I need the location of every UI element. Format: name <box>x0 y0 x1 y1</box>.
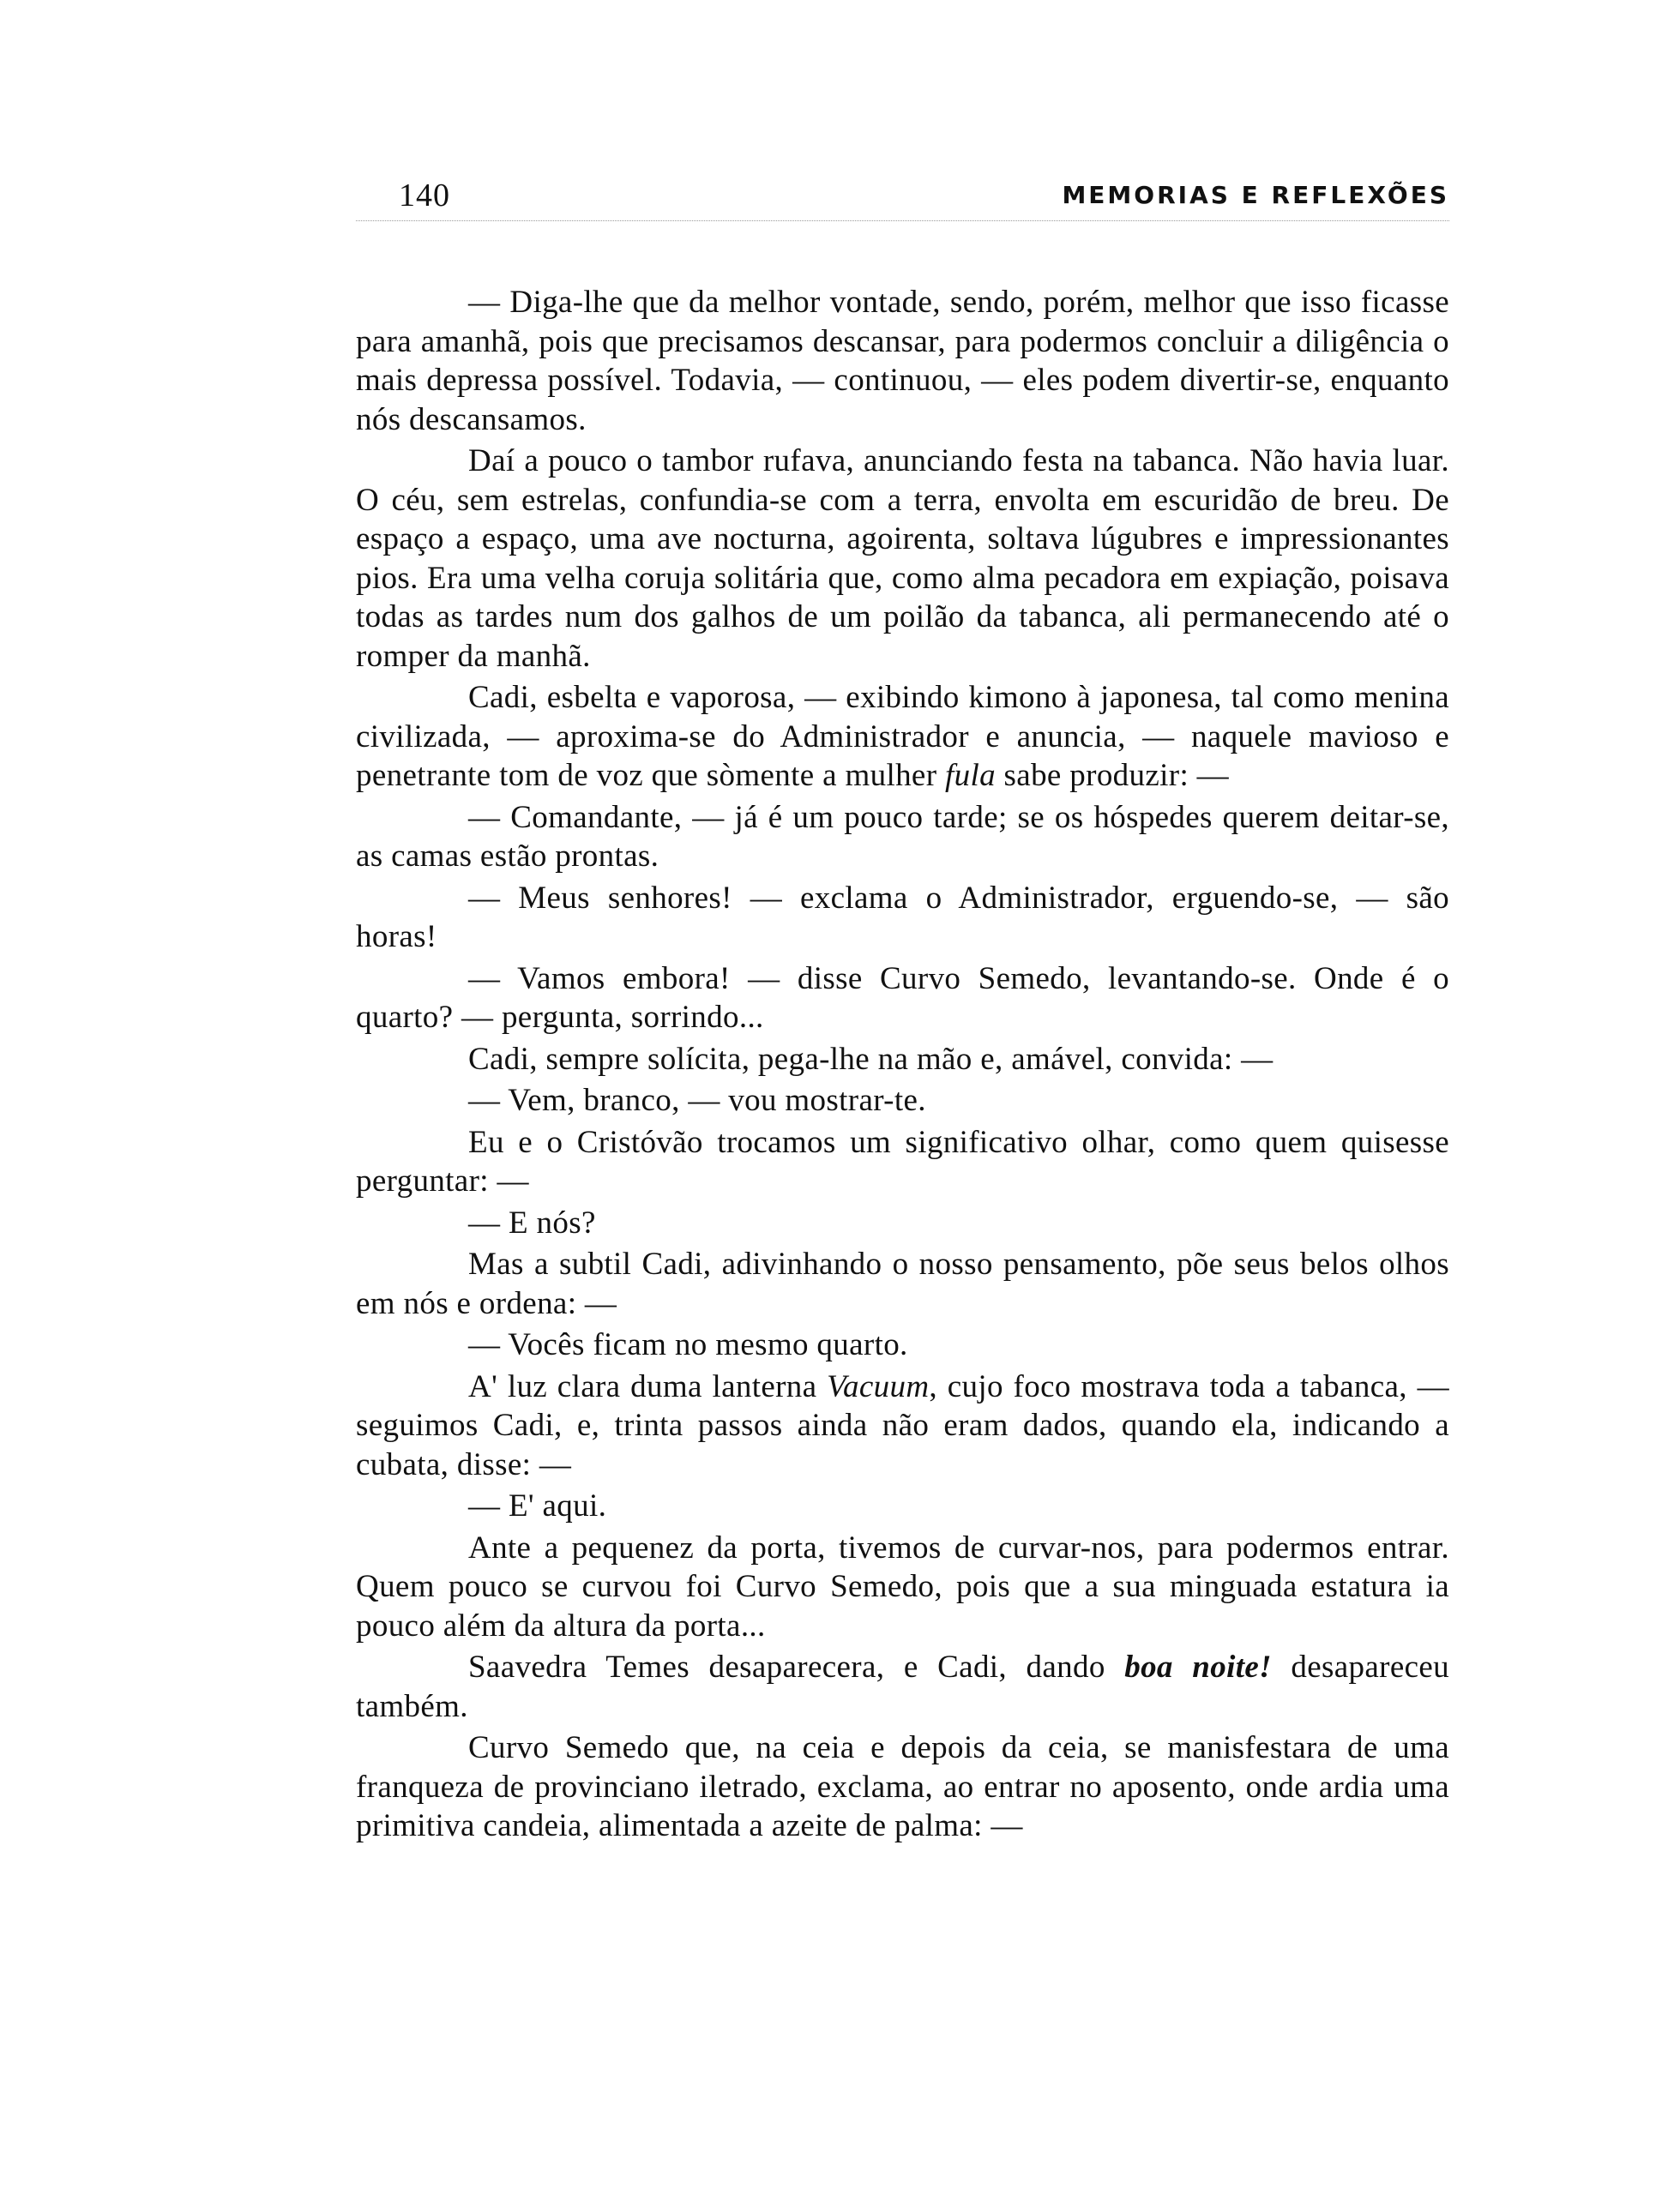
paragraph: — Comandante, — já é um pouco tarde; se os hóspedes querem deitar-se, as camas estão prontas. <box>356 799 1449 874</box>
paragraph: Daí a pouco o tambor rufava, anunciando festa na tabanca. Não havia luar. O céu, sem estrelas, confundia-se com a terra, envolta em escuridão de breu. De espaço a espaço, uma ave nocturna, agoirenta, soltava lúgubres e impressionantes pios. Era uma velha coruja solitária que, como alma pecadora em expiação, poisava todas as tardes num dos galhos de um poilão da tabanca, ali permanecendo até o romper da manhã. <box>356 443 1449 674</box>
paragraph: Ante a pequenez da porta, tivemos de curvar-nos, para podermos entrar. Quem pouco se curvou foi Curvo Semedo, pois que a sua minguada estatura ia pouco além da altura da porta... <box>356 1530 1449 1644</box>
italic-word: fula <box>944 758 996 793</box>
paragraph <box>356 1648 1449 1726</box>
paragraph-text: desapareceu também. <box>356 1650 1449 1724</box>
paragraph-text: , cujo foco mostrava toda a tabanca, — seguimos Cadi, e, trinta passos ainda não eram dados, quando ela, indicando a cubata, disse: — <box>356 1368 1449 1482</box>
paragraph: — Meus senhores! — exclama o Administrador, erguendo-se, — são horas! <box>356 880 1449 954</box>
page-number: 140 <box>399 177 450 213</box>
italic-word: boa noite! <box>1124 1650 1272 1685</box>
paragraph-text: Cadi, esbelta e vaporosa, — exibindo kimono à japonesa, tal como menina civilizada, — aproxima-se do Administrador e anuncia, — naquele mavioso e penetrante tom de voz que sòmente a mulher <box>356 680 1449 793</box>
paragraph: Curvo Semedo que, na ceia e depois da ceia, se manisfestara de uma franqueza de provinciano iletrado, exclama, ao entrar no aposento, onde ardia uma primitiva candeia, alimentada a azeite de palma: — <box>356 1730 1449 1843</box>
header-rule <box>356 220 1449 221</box>
paragraph <box>356 678 1449 796</box>
body-text <box>356 283 1449 1846</box>
italic-word: Vacuum <box>827 1368 930 1404</box>
paragraph: — E nós? <box>468 1205 596 1241</box>
paragraph: — Vocês ficam no mesmo quarto. <box>468 1327 908 1362</box>
paragraph-text: A' luz clara duma lanterna <box>468 1368 828 1404</box>
paragraph: Cadi, sempre solícita, pega-lhe na mão e, amável, convida: — <box>468 1041 1274 1077</box>
paragraph: — E' aqui. <box>468 1488 607 1524</box>
paragraph-text: Saavedra Temes desaparecera, e Cadi, dando <box>468 1650 1125 1685</box>
running-head <box>356 176 1449 227</box>
paragraph: Eu e o Cristóvão trocamos um significativo olhar, como quem quisesse perguntar: — <box>356 1124 1449 1199</box>
paragraph: Mas a subtil Cadi, adivinhando o nosso pensamento, põe seus belos olhos em nós e ordena: — <box>356 1247 1449 1321</box>
paragraph <box>356 1367 1449 1485</box>
paragraph-text: sabe produzir: — <box>995 758 1230 793</box>
paragraph: — Diga-lhe que da melhor vontade, sendo, porém, melhor que isso ficasse para amanhã, pois que precisamos descansar, para podermos concluir a diligência o mais depressa possível. Todavia, — continuou, — eles podem divertir-se, enquanto nós descansamos. <box>356 285 1449 437</box>
paragraph: — Vem, branco, — vou mostrar-te. <box>468 1083 926 1118</box>
paragraph: — Vamos embora! — disse Curvo Semedo, levantando-se. Onde é o quarto? — pergunta, sorrindo... <box>356 960 1449 1035</box>
running-title: MEMORIAS E REFLEXÕES <box>1062 181 1449 209</box>
